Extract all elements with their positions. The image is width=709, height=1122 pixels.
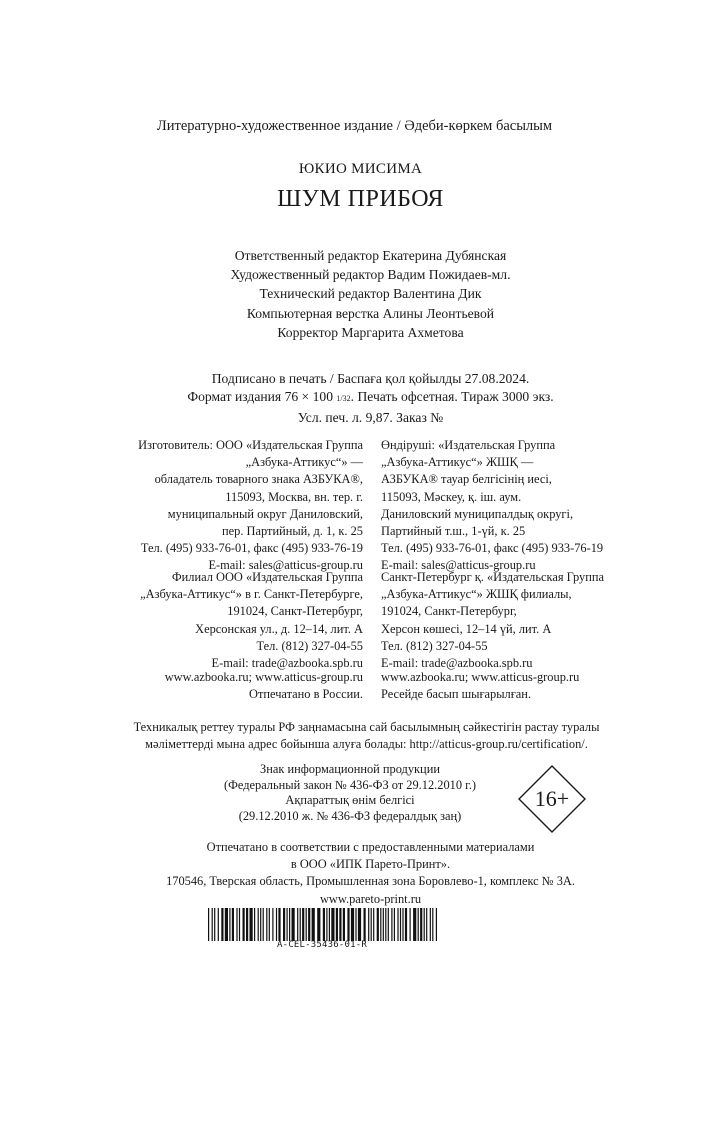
printed-in-russia-kz: Ресейде басып шығарылған. xyxy=(381,687,532,702)
barcode-bar xyxy=(397,908,398,941)
barcode-bar xyxy=(258,908,259,941)
barcode-bar xyxy=(336,908,338,941)
barcode-bar xyxy=(413,908,416,941)
barcode-bar xyxy=(347,908,349,941)
manufacturer-ru-line: 115093, Москва, вн. тер. г. xyxy=(225,489,363,504)
barcode-bar xyxy=(236,908,237,941)
manufacturer-kz-line: Даниловский муниципалдық округі, xyxy=(381,506,574,521)
manufacturer-kz-line: Тел. (495) 933-76-01, факс (495) 933-76-19 xyxy=(381,541,604,556)
web-ru-links: www.azbooka.ru; www.atticus-group.ru xyxy=(164,670,363,684)
info-product-line: Знак информационной продукции xyxy=(260,762,440,776)
barcode-bar xyxy=(269,908,270,941)
barcode-number: A-CEL-35436-01-R xyxy=(277,940,367,950)
manufacturer-ru-line: муниципальный округ Даниловский, xyxy=(167,506,363,521)
barcode-bar xyxy=(331,908,334,941)
manufacturer-ru-line: „Азбука-Аттикус“» — xyxy=(245,455,363,470)
barcode-bar xyxy=(229,908,230,941)
barcode-bar xyxy=(388,908,389,941)
manufacturer-ru-line: обладатель товарного знака АЗБУКА®, xyxy=(154,472,363,487)
barcode-bar xyxy=(225,908,228,941)
barcode-bar xyxy=(263,908,264,941)
branch-kz-line: „Азбука-Аттикус“» ЖШҚ филиалы, xyxy=(381,587,572,602)
age-rating-badge xyxy=(517,764,587,834)
barcode-bar xyxy=(212,908,213,941)
barcode-bar xyxy=(302,908,304,941)
manufacturer-ru xyxy=(103,437,363,575)
barcode-bar xyxy=(214,908,215,941)
barcode-bar xyxy=(383,908,384,941)
manufacturer-kz xyxy=(381,437,661,575)
manufacturer-ru-line: Изготовитель: ООО «Издательская Группа xyxy=(138,438,363,452)
printed-in-russia: Отпечатано в России. xyxy=(249,687,363,702)
barcode-bar xyxy=(312,908,315,941)
barcode-bar xyxy=(339,908,341,941)
format-suffix: . Печать офсетная. Тираж 3000 экз. xyxy=(350,389,554,405)
barcode-bar xyxy=(436,908,437,941)
author-name: ЮКИО МИСИМА xyxy=(298,161,423,177)
barcode-bar xyxy=(292,908,295,941)
barcode-bar xyxy=(430,908,431,941)
barcode-bar xyxy=(221,908,223,941)
barcode-bar xyxy=(287,908,288,941)
manufacturer-kz-line: E-mail: sales@atticus-group.ru xyxy=(381,558,536,573)
staff-line: Художественный редактор Вадим Пожидаев-мл. xyxy=(230,267,511,283)
printer-line: в ООО «ИПК Парето-Принт». xyxy=(290,857,451,872)
barcode-bar xyxy=(306,908,307,941)
barcode-bar xyxy=(308,908,310,941)
edition-type: Литературно-художественное издание / Әдеби-көркем басылым xyxy=(156,118,553,134)
format-line xyxy=(16,388,709,408)
barcode-bar xyxy=(420,908,422,941)
barcode-bar xyxy=(283,908,285,941)
web-kz-links: www.azbooka.ru; www.atticus-group.ru xyxy=(381,670,580,684)
format-prefix: Формат издания 76 × 100 xyxy=(187,389,337,405)
branch-kz-line: 191024, Санкт-Петербург, xyxy=(381,604,517,619)
barcode-bar xyxy=(300,908,301,941)
branch-ru-line: Тел. (812) 327-04-55 xyxy=(256,638,363,653)
info-product-line: (Федеральный закон № 436-ФЗ от 29.12.2010 г.) xyxy=(223,777,477,792)
tech-regulation-note xyxy=(12,719,709,753)
barcode-bar xyxy=(276,908,277,941)
printer-line: Отпечатано в соответствии с предоставленными материалами xyxy=(206,840,535,854)
barcode-bar xyxy=(373,908,374,941)
branch-kz-line: Санкт-Петербург қ. «Издательская Группа xyxy=(381,570,605,584)
barcode-bar xyxy=(394,908,395,941)
barcode-bar xyxy=(250,908,253,941)
branch-kz-line: Херсон көшесі, 12–14 үй, лит. А xyxy=(381,621,552,636)
branch-ru-line: Херсонская ул., д. 12–14, лит. А xyxy=(195,621,363,636)
web-kz xyxy=(381,669,661,703)
barcode-bar xyxy=(364,908,366,941)
manufacturer-ru-line: пер. Партийный, д. 1, к. 25 xyxy=(222,524,363,539)
barcode-bar xyxy=(243,908,245,941)
tech-regulation-line: Техникалық реттеу туралы РФ заңнамасына сай басылымның сәйкестігін растау туралы xyxy=(133,720,600,734)
web-ru xyxy=(103,669,363,703)
barcode-bar xyxy=(400,908,401,941)
barcode-bar xyxy=(208,908,209,941)
branch-kz-line: E-mail: trade@azbooka.spb.ru xyxy=(381,656,533,671)
barcode-bar xyxy=(260,908,261,941)
sheets-line: Усл. печ. л. 9,87. Заказ № xyxy=(297,409,444,425)
barcode-bar xyxy=(380,908,381,941)
staff-line: Компьютерная верстка Алины Леонтьевой xyxy=(246,305,495,321)
print-info xyxy=(16,370,709,427)
branch-kz xyxy=(381,569,661,672)
manufacturer-kz-line: „Азбука-Аттикус“» ЖШҚ — xyxy=(381,455,534,470)
format-fraction: 1/32 xyxy=(336,394,351,404)
barcode-bar xyxy=(351,908,354,941)
manufacturer-ru-line: E-mail: sales@atticus-group.ru xyxy=(208,558,363,573)
barcode-bar xyxy=(254,908,255,941)
printer-info xyxy=(16,839,709,908)
barcode-bar xyxy=(323,908,325,941)
barcode-bar xyxy=(426,908,427,941)
barcode-bar xyxy=(297,908,298,941)
branch-kz-line: Тел. (812) 327-04-55 xyxy=(381,638,488,653)
barcode-bar xyxy=(418,908,419,941)
signed-line: Подписано в печать / Баспаға қол қойылды 27.08.2024. xyxy=(211,371,530,386)
barcode-bar xyxy=(402,908,403,941)
barcode-bar xyxy=(317,908,320,941)
info-product-sign xyxy=(200,762,500,824)
barcode-bar xyxy=(343,908,345,941)
barcode-bar xyxy=(239,908,240,941)
barcode-bar xyxy=(289,908,290,941)
barcode-bar xyxy=(391,908,392,941)
barcode-bar xyxy=(371,908,372,941)
staff-line: Корректор Маргарита Ахметова xyxy=(277,324,464,340)
barcode-bar xyxy=(368,908,369,941)
barcode-bar xyxy=(358,908,361,941)
info-product-line: (29.12.2010 ж. № 436-ФЗ федералдық заң) xyxy=(238,808,462,823)
branch-ru-line: „Азбука-Аттикус“» в г. Санкт-Петербурге, xyxy=(140,587,363,602)
barcode-bar xyxy=(424,908,425,941)
editorial-staff xyxy=(16,246,709,342)
branch-ru-line: E-mail: trade@azbooka.spb.ru xyxy=(211,656,363,671)
barcode-bar xyxy=(326,908,327,941)
barcode-bar xyxy=(377,908,379,941)
barcode-bar xyxy=(410,908,411,941)
barcode-bar xyxy=(329,908,330,941)
manufacturer-kz-line: 115093, Мәскеу, қ. іш. аум. xyxy=(381,489,522,504)
printer-line: www.pareto-print.ru xyxy=(319,891,422,906)
branch-ru-line: Филиал ООО «Издательская Группа xyxy=(171,570,363,584)
barcode-bar xyxy=(385,908,386,941)
barcode-bar xyxy=(355,908,356,941)
barcode-bar xyxy=(278,908,280,941)
staff-line: Ответственный редактор Екатерина Дубянская xyxy=(234,248,507,263)
barcode-bar xyxy=(405,908,407,941)
printer-line: 170546, Тверская область, Промышленная зона Боровлево-1, комплекс № 3А. xyxy=(166,874,575,889)
barcode-bar xyxy=(232,908,234,941)
manufacturer-kz-line: Өндіруші: «Издательская Группа xyxy=(381,438,556,452)
barcode-icon xyxy=(208,908,438,941)
manufacturer-ru-line: Тел. (495) 933-76-01, факс (495) 933-76-19 xyxy=(140,541,363,556)
barcode-bar xyxy=(218,908,219,941)
book-title: ШУМ ПРИБОЯ xyxy=(277,186,444,212)
barcode-bar xyxy=(432,908,433,941)
manufacturer-kz-line: Партийный т.ш., 1-үй, к. 25 xyxy=(381,524,526,539)
age-rating-label: 16+ xyxy=(534,786,570,811)
barcode-bar xyxy=(266,908,267,941)
barcode-bar xyxy=(272,908,273,941)
tech-regulation-line: мәліметтерді мына адрес бойынша алуға болады: http://atticus-group.ru/certification/. xyxy=(145,737,588,752)
barcode-bar xyxy=(246,908,248,941)
branch-ru-line: 191024, Санкт-Петербург, xyxy=(227,604,363,619)
manufacturer-kz-line: АЗБУКА® тауар белгісінің иесі, xyxy=(381,472,552,487)
info-product-line: Ақпараттық өнім белгісі xyxy=(285,793,415,808)
branch-ru xyxy=(103,569,363,672)
staff-line: Технический редактор Валентина Дик xyxy=(259,286,482,302)
